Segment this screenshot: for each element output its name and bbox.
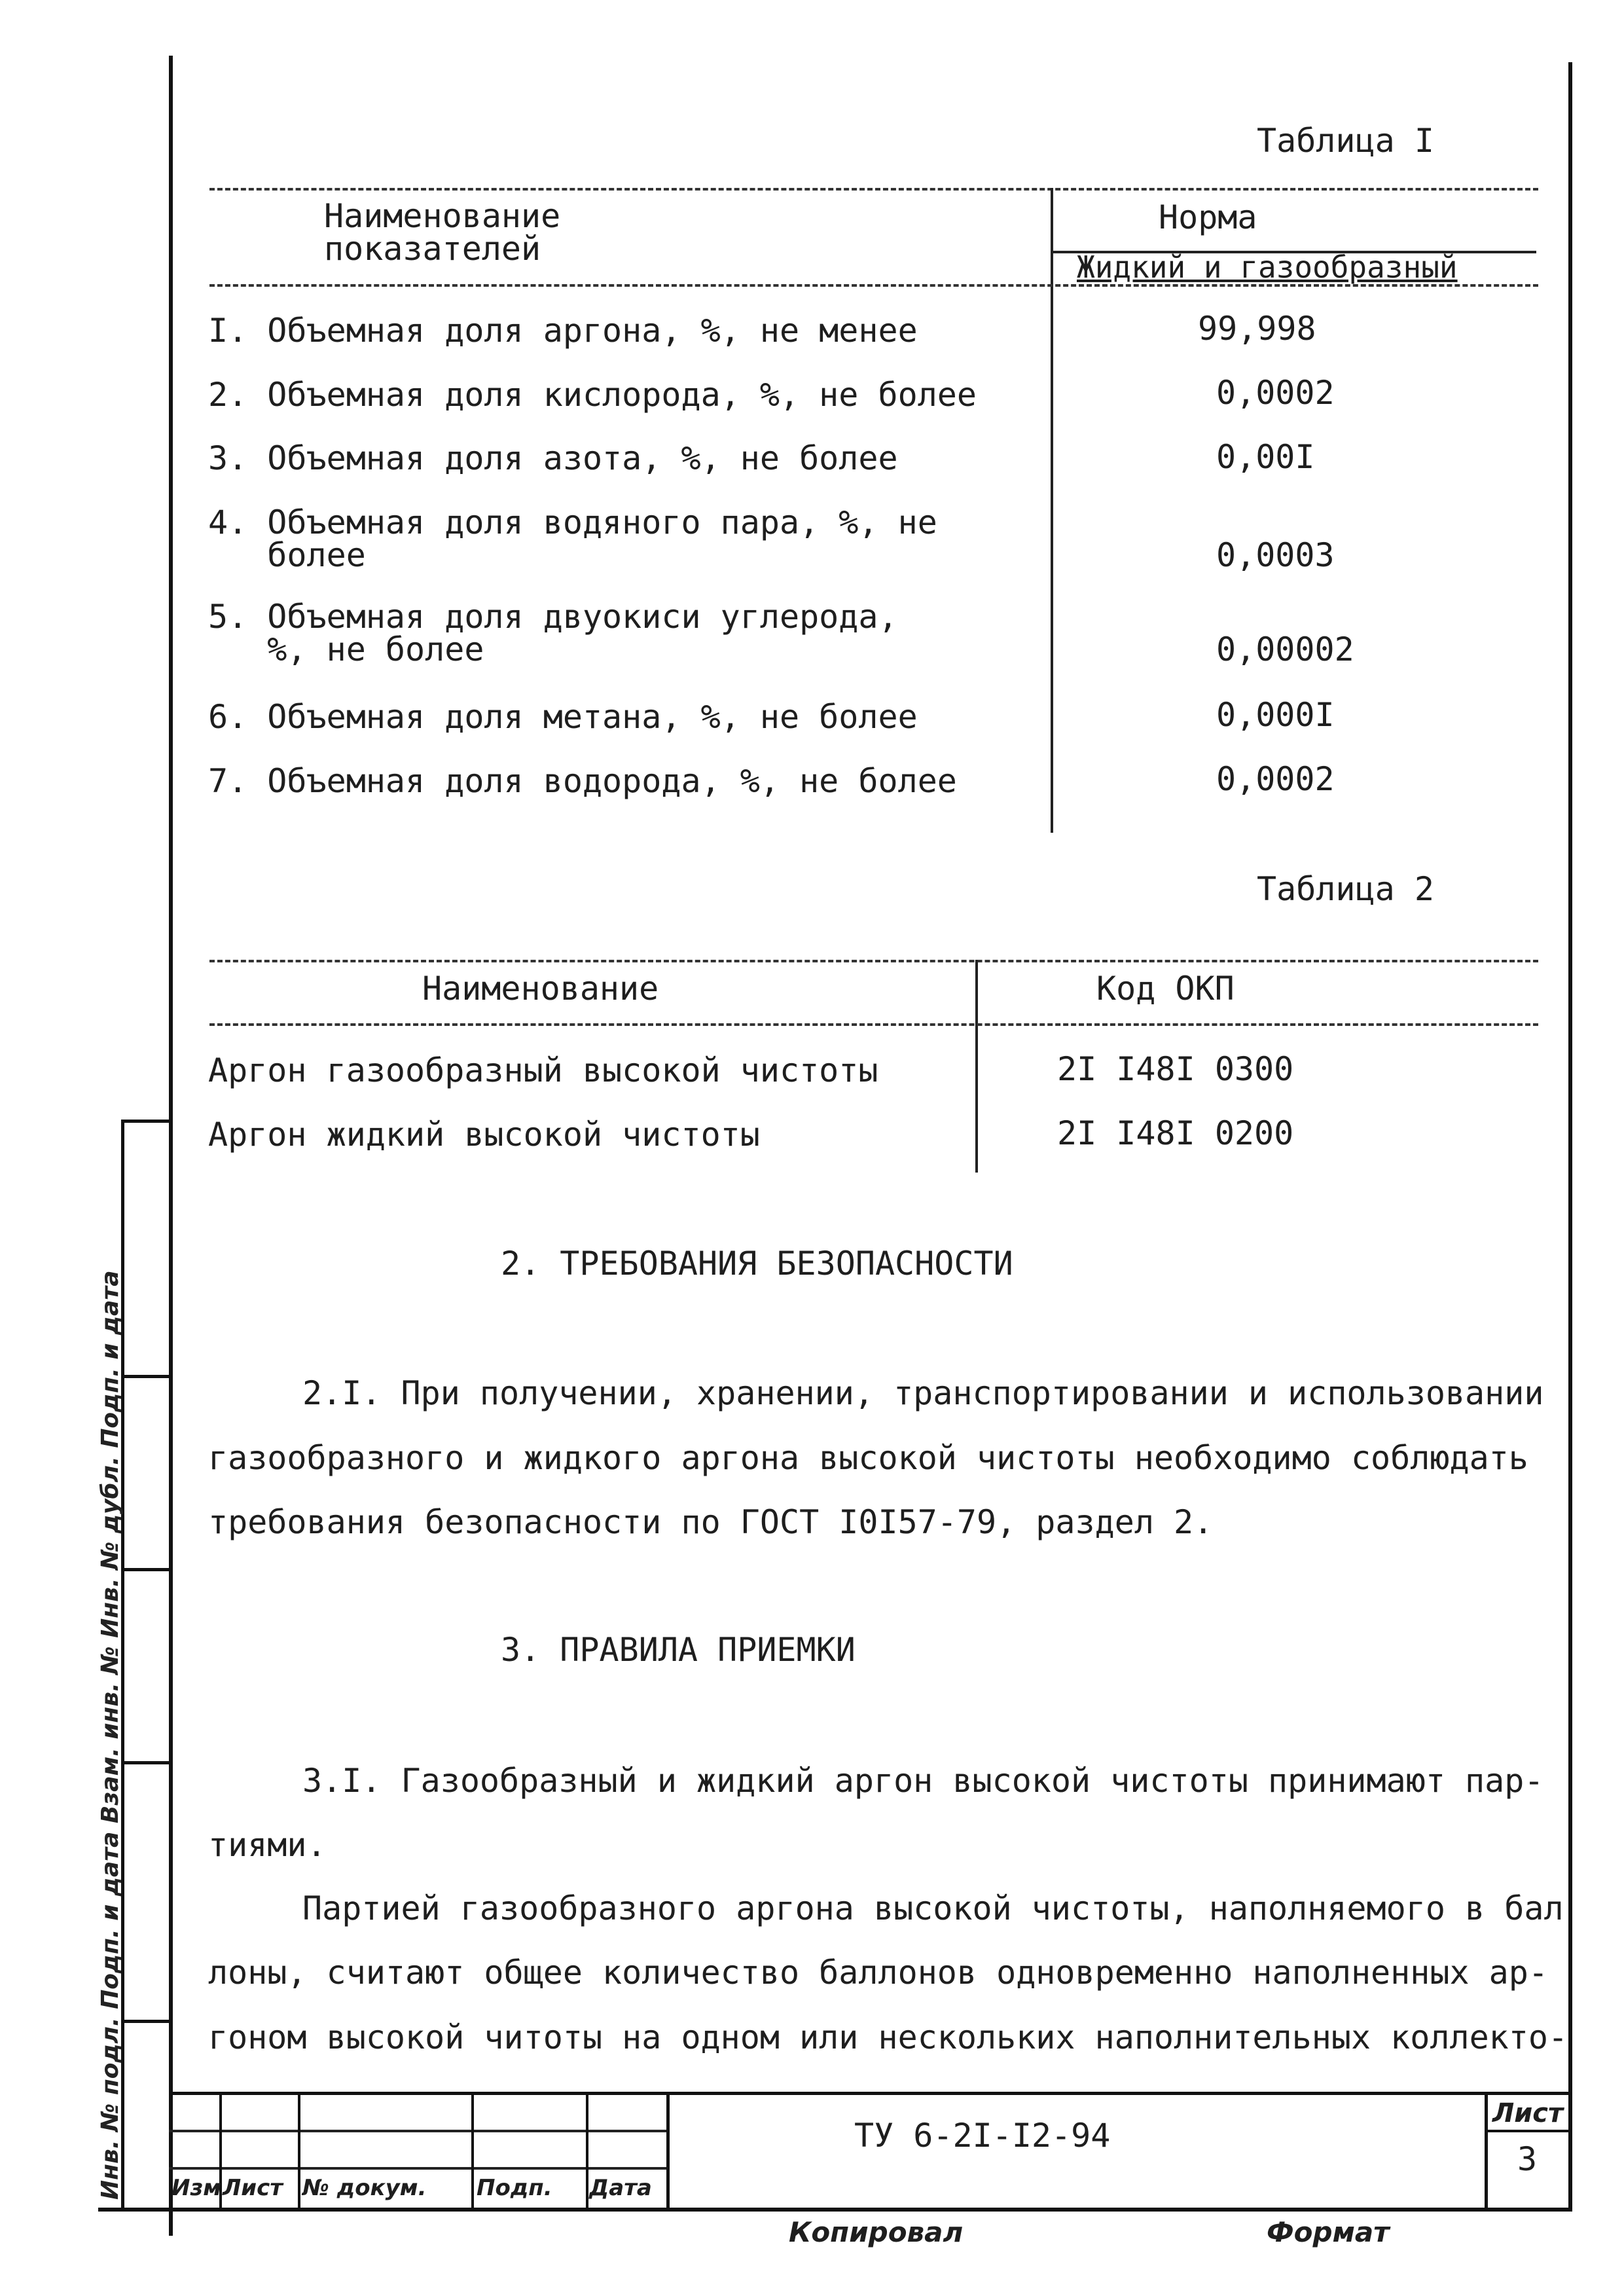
section2-paragraph-line: 2.I. При получении, хранении, транспортировании и использовании — [302, 1374, 1544, 1412]
table1-row-name: 5. Объемная доля двуокиси углерода, %, не более — [208, 598, 898, 668]
stamp-sheet-number: 3 — [1517, 2140, 1538, 2178]
stamp-row-line — [169, 2167, 666, 2170]
table1-row-value: 0,0003 — [1216, 536, 1335, 574]
table1-row-name: 2. Объемная доля кислорода, %, не более — [208, 376, 977, 414]
frame-bottom-border — [98, 2208, 1572, 2212]
stamp-col-line — [471, 2092, 474, 2210]
section3-paragraph-line: тиями. — [208, 1826, 327, 1864]
table1-row-name: 6. Объемная доля метана, %, не более — [208, 698, 918, 736]
table1-row-value: 0,0002 — [1216, 760, 1335, 798]
table2-header-code: Код ОКП — [1096, 970, 1235, 1008]
stamp-doc-code: ТУ 6-2I-I2-94 — [854, 2117, 1111, 2155]
section2-heading: 2. ТРЕБОВАНИЯ БЕЗОПАСНОСТИ — [501, 1245, 1013, 1283]
table2-row-code: 2I I48I 0200 — [1057, 1114, 1294, 1152]
margin-stamp-divider — [121, 2020, 172, 2023]
section3-paragraph-line: лоны, считают общее количество баллонов одновременно наполненных ар- — [208, 1954, 1548, 1992]
table1-row-name: 7. Объемная доля водорода, %, не более — [208, 762, 957, 800]
table2-row-code: 2I I48I 0300 — [1057, 1050, 1294, 1088]
section3-paragraph-line: Партией газообразного аргона высокой чистоты, наполняемого в бал — [302, 1889, 1564, 1927]
table1-caption: Таблица I — [1257, 122, 1434, 160]
section3-heading: 3. ПРАВИЛА ПРИЕМКИ — [501, 1631, 856, 1669]
stamp-col-line — [666, 2092, 670, 2210]
table1-row-value: 99,998 — [1198, 310, 1316, 348]
table2-header-rule — [209, 1023, 1538, 1026]
stamp-col-label-izm: Изм — [171, 2175, 222, 2201]
table1-header-norm: Норма — [1159, 198, 1257, 236]
margin-stamp-divider — [121, 1375, 172, 1378]
table1-header-rule — [209, 284, 1538, 287]
margin-stamp-divider — [121, 1761, 172, 1764]
table1-top-rule — [209, 188, 1538, 191]
table2-row-name: Аргон газообразный высокой чистоты — [208, 1051, 878, 1089]
table1-row-name: 3. Объемная доля азота, %, не более — [208, 439, 898, 477]
table1-row-name: 4. Объемная доля водяного пара, %, не более — [208, 503, 937, 574]
stamp-col-label-list: Лист — [223, 2175, 283, 2201]
section2-paragraph-line: требования безопасности по ГОСТ I0I57-79, раздел 2. — [208, 1503, 1214, 1541]
section3-paragraph-line: 3.I. Газообразный и жидкий аргон высокой чистоты принимают пар- — [302, 1762, 1544, 1800]
table2-row-name: Аргон жидкий высокой чистоты — [208, 1116, 760, 1154]
table1-row-value: 0,0002 — [1216, 374, 1335, 412]
footer-copied-label: Копировал — [789, 2216, 964, 2248]
margin-stamp-text: Инв. № подл. Подп. и дата Взам. инв. № Инв. № дубл. Подп. и дата — [97, 1270, 124, 2200]
table1-row-value: 0,000I — [1216, 696, 1335, 734]
stamp-col-line — [298, 2092, 300, 2210]
section3-paragraph-line: гоном высокой читоты на одном или нескольких наполнительных коллекто- — [208, 2018, 1568, 2056]
stamp-top-line — [169, 2092, 1571, 2095]
table2-column-divider — [975, 960, 978, 1173]
table2-header-name: Наименование — [422, 970, 659, 1008]
table1-header-sub: Жидкий и газообразный — [1077, 249, 1458, 285]
margin-stamp-divider — [121, 1120, 172, 1123]
stamp-sheet-col-line — [1485, 2092, 1488, 2210]
stamp-row-line — [169, 2130, 666, 2132]
table1-row-name: I. Объемная доля аргона, %, не менее — [208, 312, 918, 350]
stamp-col-label-doc: № докум. — [302, 2175, 427, 2201]
stamp-col-line — [586, 2092, 588, 2210]
stamp-col-label-date: Дата — [589, 2175, 652, 2201]
stamp-sheet-label: Лист — [1492, 2098, 1564, 2128]
footer-format-label: Формат — [1267, 2216, 1390, 2248]
stamp-sheet-divider — [1485, 2130, 1571, 2132]
table1-header-name: Наименование показателей — [324, 197, 561, 268]
table1-row-value: 0,00I — [1216, 438, 1315, 476]
section2-paragraph-line: газообразного и жидкого аргона высокой чистоты необходимо соблюдать — [208, 1439, 1528, 1477]
table2-caption: Таблица 2 — [1257, 870, 1434, 908]
table1-row-value: 0,00002 — [1216, 630, 1354, 668]
frame-left-border — [169, 56, 173, 2236]
stamp-col-label-sign: Подп. — [477, 2175, 552, 2201]
table2-top-rule — [209, 960, 1538, 962]
frame-right-border — [1568, 62, 1572, 2210]
margin-stamp-divider — [121, 1568, 172, 1571]
